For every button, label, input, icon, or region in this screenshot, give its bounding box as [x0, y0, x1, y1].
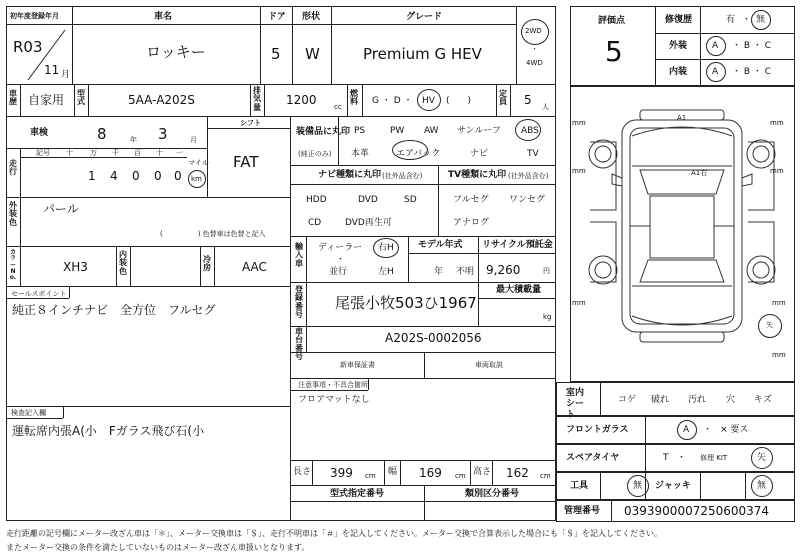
interior-sheet-item: キズ — [754, 395, 772, 405]
capacity: 5 — [524, 93, 532, 107]
mm-label: mm — [770, 119, 784, 127]
km-label: km — [191, 175, 202, 183]
evaluation-label: 評価点 — [598, 16, 626, 26]
inspector-notes-text: 運転席内張A(小 Fガラス飛び石(小 — [12, 424, 205, 438]
equipment-sub: (純正のみ) — [298, 150, 332, 158]
max-load-label: 最大積載量 — [496, 285, 542, 295]
import-dot: ・ — [336, 255, 346, 265]
chassis-label: 車台番号 — [295, 327, 303, 362]
import-parallel: 並行 — [329, 267, 348, 277]
windshield-x: × 要ス — [720, 425, 749, 435]
car-outline — [570, 86, 795, 382]
equipment-item: 本革 — [351, 149, 370, 159]
model-year-label: モデル年式 — [418, 240, 463, 250]
mm-label: mm — [572, 299, 586, 307]
class-number-label: 類別区分番号 — [465, 489, 520, 499]
equipment-item: TV — [527, 149, 539, 159]
import-label: 輸入車 — [295, 242, 303, 268]
ac: AAC — [242, 260, 267, 274]
inspector-notes-label: 検査記入欄 — [11, 409, 46, 417]
width-label: 幅 — [388, 467, 398, 477]
shift-label: シフト — [240, 119, 261, 127]
mileage-digit: 4 — [110, 169, 118, 183]
mile-label: マイル — [188, 159, 209, 167]
max-load-unit: kg — [543, 313, 552, 321]
windshield-dot: ・ — [703, 425, 713, 435]
equipment-label: 装備品に丸印 — [296, 127, 351, 137]
navi-sub: (社外品含む) — [382, 172, 423, 180]
navi-item: DVD — [358, 195, 378, 205]
capacity-label: 定員 — [499, 89, 507, 107]
color-no-label: カラーNo. — [9, 249, 17, 282]
length: 399 — [330, 466, 353, 480]
exterior-grade-a: A — [712, 41, 719, 51]
first-reg-label: 初年度登録年月 — [10, 12, 59, 20]
width-unit: cm — [455, 472, 466, 480]
type-number-label: 型式指定番号 — [330, 489, 385, 499]
shift: FAT — [233, 153, 259, 171]
manual: 車両取説 — [475, 361, 503, 369]
first-reg-month: 11 — [44, 63, 60, 77]
airbag-circle — [392, 140, 428, 160]
height: 162 — [506, 466, 529, 480]
equipment-item: エアバック — [396, 149, 441, 159]
fuel-paren: ( ) — [446, 96, 472, 106]
fuel-options: G ・ D ・ — [372, 96, 413, 106]
diagram-mark-ya: 矢 — [766, 321, 773, 329]
chassis: A202S-0002056 — [385, 331, 482, 345]
footer-line-1: 走行距離の記号欄にメーター改ざん車は「＊」、メーター交換車は「＄」、走行不明車は「＃」を記入してください。メーター交換で合算表示した場合にも「＄」を記入してください。 — [6, 529, 662, 538]
length-label: 長さ — [293, 467, 312, 477]
model-label: 型式 — [77, 89, 85, 107]
diagram-mark-a1-right: A1右 — [691, 169, 708, 177]
shape: W — [305, 45, 320, 63]
equipment-item: ABS — [521, 126, 539, 136]
mm-label: mm — [572, 167, 586, 175]
navi-item: DVD再生可 — [345, 218, 392, 228]
spare-tire-kit: 修理 KIT — [700, 454, 728, 462]
model-year-value: 不明 — [456, 267, 475, 277]
shaken-label: 車検 — [30, 128, 49, 138]
interior-grade-rest: ・ B ・ C — [732, 67, 772, 77]
spare-tire-dot: ・ — [677, 453, 687, 463]
mileage-digit: 0 — [154, 169, 162, 183]
mm-label: mm — [772, 351, 786, 359]
repaint-note: ( ) 色替車は色替と記入 — [160, 230, 266, 238]
mileage-unit-label: 千 — [112, 149, 119, 157]
navi-item: CD — [308, 218, 322, 228]
height-label: 高さ — [473, 467, 492, 477]
import-dealer: ディーラー — [318, 243, 363, 253]
usage-label: 車歴 — [9, 89, 17, 107]
shaken-year: 8 — [97, 125, 107, 143]
interior-color-label: 内装色 — [119, 250, 127, 276]
repair-label: 修復歴 — [665, 15, 693, 25]
windshield-label: フロントガラス — [566, 425, 629, 435]
shape-label: 形状 — [302, 12, 321, 22]
mileage-digit: 0 — [174, 169, 182, 183]
equipment-item: AW — [424, 126, 439, 136]
registration-number: 尾張小牧503ひ1967 — [335, 294, 477, 312]
shaken-year-unit: 年 — [130, 136, 137, 144]
footer-line-2: またメーター交換の条件を満たしていないものはメーター改ざん車扱いとなります。 — [6, 543, 310, 552]
shaken-month: 3 — [158, 125, 168, 143]
color-no: XH3 — [63, 260, 88, 274]
exterior-grade-rest: ・ B ・ C — [732, 41, 772, 51]
doors: 5 — [271, 45, 281, 63]
spare-tire-ya: 矢 — [757, 453, 767, 463]
fuel-label: 燃料 — [350, 89, 358, 107]
registration-label: 登録番号 — [295, 285, 303, 320]
mileage-digit: 0 — [132, 169, 140, 183]
interior-grade-a: A — [712, 67, 719, 77]
doors-label: ドア — [268, 12, 286, 22]
interior-sheet-item: 穴 — [726, 395, 736, 405]
mileage-unit-label: 十 — [66, 149, 73, 157]
mileage-unit-label: 百 — [134, 149, 141, 157]
fuel-hv: HV — [422, 96, 435, 106]
ac-label: 冷房 — [203, 255, 211, 273]
drive-2wd: 2WD — [525, 27, 542, 35]
first-reg-month-unit: 月 — [61, 70, 71, 80]
first-reg-era: R03 — [13, 38, 43, 56]
evaluation-score: 5 — [605, 35, 623, 68]
mm-label: mm — [770, 167, 784, 175]
diagram-mark-a1: A1 — [677, 114, 687, 122]
repair-no: 無 — [756, 15, 766, 25]
model: 5AA-A202S — [128, 93, 195, 107]
recycle: 9,260 — [486, 263, 521, 277]
spare-tire-t: T — [663, 453, 669, 463]
mileage-label: 走行 — [9, 159, 17, 177]
navi-item: SD — [404, 195, 417, 205]
tv-item: アナログ — [453, 218, 490, 228]
notices-label: 注意事項・不具合箇所 — [298, 381, 368, 389]
interior-sheet-item: 破れ — [651, 395, 670, 405]
mileage-digit: 1 — [88, 169, 96, 183]
height-unit: cm — [540, 472, 551, 480]
grade-label: グレード — [406, 12, 443, 22]
repair-yes: 有 — [726, 15, 736, 25]
tools-value: 無 — [633, 481, 643, 491]
management-label: 管理番号 — [564, 506, 601, 516]
equipment-item: ナビ — [470, 149, 489, 159]
interior-sheet-item: コゲ — [618, 395, 637, 405]
recycle-unit: 円 — [543, 267, 550, 275]
import-right: 右H — [378, 243, 394, 253]
interior-sheet-item: 汚れ — [688, 395, 707, 405]
width: 169 — [419, 466, 442, 480]
spare-tire-label: スペアタイヤ — [566, 453, 620, 463]
exterior-color: パール — [43, 202, 79, 216]
car-name: ロッキー — [146, 43, 206, 61]
mm-label: mm — [772, 299, 786, 307]
notices-text: フロアマットなし — [298, 395, 370, 405]
exterior-grade-label: 外装 — [669, 41, 688, 51]
jack-label: ジャッキ — [655, 481, 691, 491]
usage: 自家用 — [28, 93, 65, 107]
mileage-unit-label: 一 — [176, 149, 183, 157]
grade: Premium G HEV — [363, 45, 482, 63]
equipment-item: PW — [390, 126, 405, 136]
tools-label: 工具 — [570, 481, 589, 491]
displacement-unit: cc — [334, 103, 342, 111]
equipment-item: サンルーフ — [457, 126, 501, 136]
windshield-a: A — [683, 425, 690, 435]
capacity-unit: 人 — [542, 103, 549, 111]
import-left: 左H — [378, 267, 394, 277]
sales-points-text: 純正８インチナビ 全方位 フルセグ — [12, 303, 216, 317]
shaken-month-unit: 月 — [190, 136, 197, 144]
tv-item: ワンセグ — [509, 195, 546, 205]
drive-4wd: 4WD — [526, 59, 543, 67]
management-number: 0393900007250600374 — [624, 504, 770, 518]
mileage-unit-label: 十 — [156, 149, 163, 157]
recycle-label: リサイクル預託金 — [482, 240, 553, 250]
warranty: 新車保証書 — [340, 361, 375, 369]
exterior-label: 外装色 — [9, 201, 17, 227]
drive-dot: ・ — [531, 45, 538, 53]
abs-circle — [515, 119, 541, 141]
equipment-item: PS — [354, 126, 366, 136]
tv-label: TV種類に丸印 — [448, 170, 507, 180]
mileage-unit-label: 記号 — [36, 149, 50, 157]
interior-sheet-label: 室内シート — [566, 388, 585, 420]
navi-label: ナビ種類に丸印 — [318, 170, 382, 180]
length-unit: cm — [365, 472, 376, 480]
sales-points-label: セールスポイント — [11, 290, 67, 298]
jack-value: 無 — [757, 481, 767, 491]
model-year-unit: 年 — [434, 267, 444, 277]
displacement: 1200 — [286, 93, 317, 107]
displacement-label: 排気量 — [253, 86, 261, 112]
navi-item: HDD — [306, 195, 327, 205]
tv-item: フルセグ — [453, 195, 489, 205]
tv-sub: (社外品含む) — [508, 172, 549, 180]
interior-grade-label: 内装 — [669, 67, 688, 77]
repair-dot: ・ — [742, 15, 752, 25]
car-name-label: 車名 — [154, 12, 173, 22]
mm-label: mm — [572, 119, 586, 127]
mileage-unit-label: 万 — [90, 149, 97, 157]
